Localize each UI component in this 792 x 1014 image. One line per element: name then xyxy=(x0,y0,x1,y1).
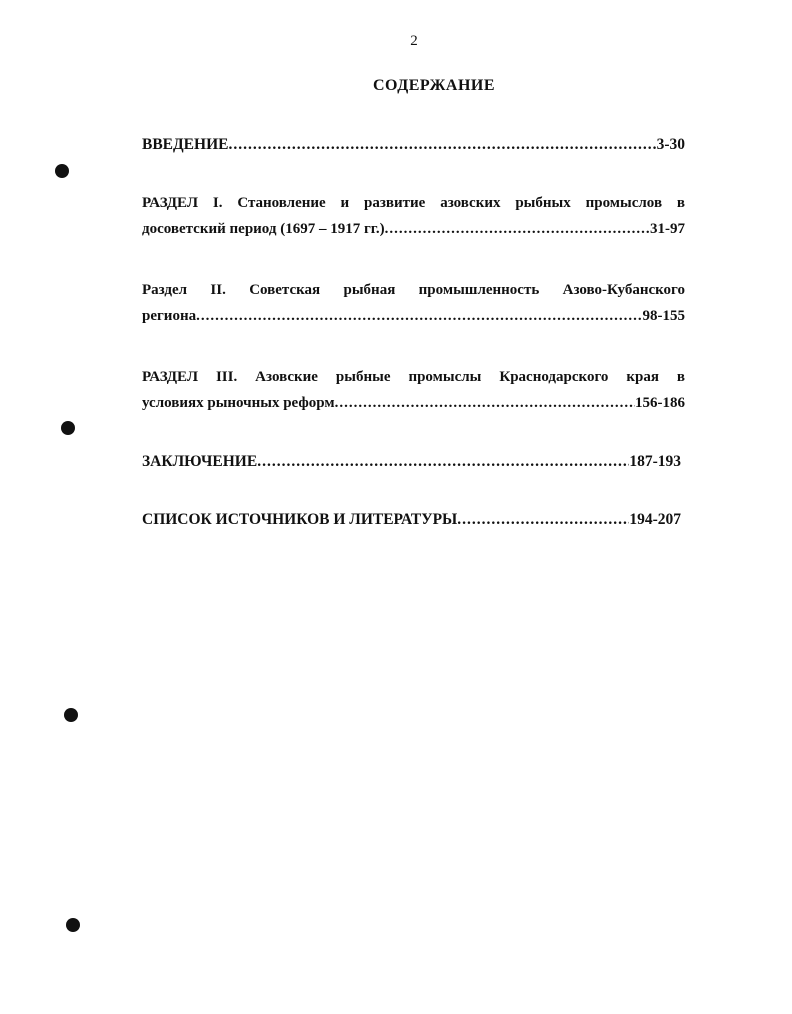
dot-leader xyxy=(257,449,629,475)
toc-entry-pages: 98-155 xyxy=(642,308,685,324)
toc-entry-label-line2: досоветский период (1697 – 1917 гг.) xyxy=(142,221,385,237)
dot-leader xyxy=(385,216,650,242)
binder-hole xyxy=(61,421,75,435)
binder-hole xyxy=(64,708,78,722)
toc-entry-label: ВВЕДЕНИЕ xyxy=(142,136,229,153)
toc-entry-label-line1: Раздел II. Советская рыбная промышленность Азово-Кубанского xyxy=(142,282,685,298)
toc-entry-label-line2: региона xyxy=(142,308,197,324)
binder-hole xyxy=(55,164,69,178)
toc-entry-introduction xyxy=(142,132,685,158)
toc-entry-label-line1: РАЗДЕЛ I. Становление и развитие азовских рыбных промыслов в xyxy=(142,195,685,211)
dot-leader xyxy=(457,507,629,533)
toc-entry-section-2 xyxy=(142,277,685,329)
toc-entry-sources xyxy=(142,507,681,533)
dot-leader xyxy=(196,303,642,329)
toc-entry-label: СПИСОК ИСТОЧНИКОВ И ЛИТЕРАТУРЫ xyxy=(142,511,458,528)
toc-entry-section-3 xyxy=(142,364,685,416)
toc-entry-label: ЗАКЛЮЧЕНИЕ xyxy=(142,453,258,470)
dot-leader xyxy=(335,390,635,416)
toc-entry-pages: 156-186 xyxy=(635,395,685,411)
toc-entry-pages: 194-207 xyxy=(629,511,681,528)
toc-entry-pages: 31-97 xyxy=(650,221,685,237)
page-title: СОДЕРЖАНИЕ xyxy=(372,77,496,94)
page-number: 2 xyxy=(410,33,418,49)
toc-entry-label-line1: РАЗДЕЛ III. Азовские рыбные промыслы Краснодарского края в xyxy=(142,369,685,385)
toc-entry-pages: 3-30 xyxy=(656,136,685,153)
toc-entry-conclusion xyxy=(142,449,681,475)
toc-entry-pages: 187-193 xyxy=(629,453,681,470)
dot-leader xyxy=(228,132,656,158)
binder-hole xyxy=(66,918,80,932)
toc-entry-section-1 xyxy=(142,190,685,242)
toc-entry-label-line2: условиях рыночных реформ xyxy=(142,395,335,411)
